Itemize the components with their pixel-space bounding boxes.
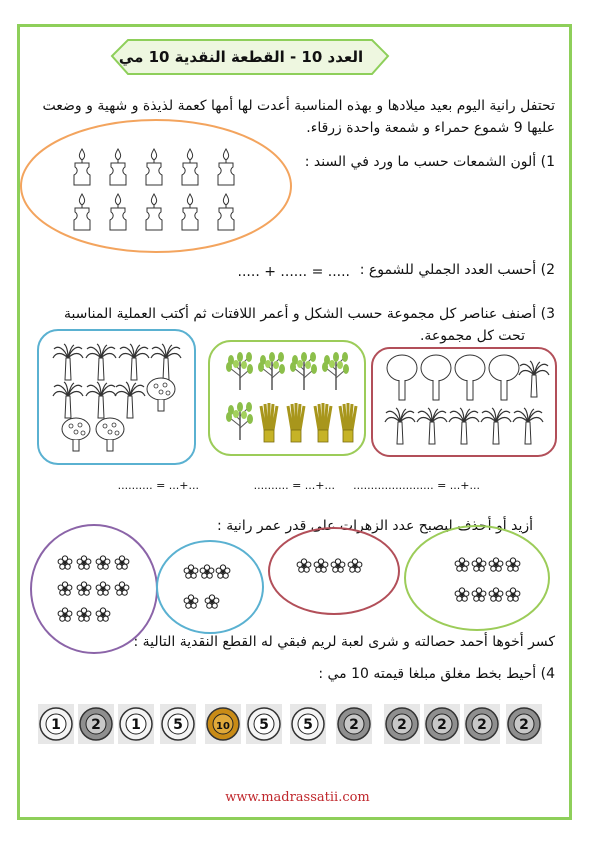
coin-2-millime[interactable] xyxy=(384,704,420,744)
question-flowers: أزيد أو أحذف ليصبح عدد الزهرات على قدر عمر رانية : xyxy=(217,518,533,534)
operation-blank-1[interactable]: ...+... = ....................... xyxy=(353,479,480,492)
flowers-group-6 xyxy=(184,565,230,608)
flowers-group-9 xyxy=(58,556,129,621)
coin-value-label: 5 xyxy=(173,717,183,733)
question-2-label: 2) أحسب العدد الجملي للشموع : xyxy=(359,262,555,278)
coin-1-millime[interactable] xyxy=(38,704,74,744)
operation-blank-3[interactable]: ...+... = .......... xyxy=(117,479,199,492)
coin-value-label: 1 xyxy=(51,717,61,733)
flowers-circle-blue xyxy=(157,541,263,633)
bigtrees-and-palms-group xyxy=(385,355,549,444)
coins-svg xyxy=(0,700,560,748)
palms-and-trees-group xyxy=(53,344,181,451)
coin-value-label: 2 xyxy=(437,717,447,733)
coin-value-label: 2 xyxy=(397,717,407,733)
coin-value-label: 5 xyxy=(303,717,313,733)
coin-value-label: 2 xyxy=(477,717,487,733)
flowers-group-5 xyxy=(297,559,362,572)
coin-2-millime[interactable] xyxy=(336,704,372,744)
coin-value-label: 1 xyxy=(131,717,141,733)
coin-value-label: 10 xyxy=(216,721,230,732)
intro-line-2: عليها 9 شموع حمراء و شمعة واحدة زرقاء. xyxy=(306,120,555,136)
coin-value-label: 2 xyxy=(349,717,359,733)
flowers-circle-green xyxy=(405,526,549,630)
coin-5-millime[interactable] xyxy=(246,704,282,744)
question-4: 4) أحيط بخط مغلق مبلغا قيمته 10 مي : xyxy=(318,666,555,682)
footer-url[interactable]: www.madrassatii.com xyxy=(225,790,370,805)
worksheet-title: العدد 10 - القطعة النقدية 10 مي xyxy=(118,48,364,66)
coin-value-label: 2 xyxy=(519,717,529,733)
trees-and-wheat-group xyxy=(226,352,356,442)
coin-2-millime[interactable] xyxy=(424,704,460,744)
operation-blank-2[interactable]: ...+... = .......... xyxy=(253,479,335,492)
coin-2-millime[interactable] xyxy=(506,704,542,744)
question-1: 1) ألون الشمعات حسب ما ورد في السند : xyxy=(304,154,555,170)
candles-group xyxy=(74,149,234,230)
question-2-blanks[interactable]: ..... = ...... + ..... xyxy=(237,264,350,280)
coin-value-label: 5 xyxy=(259,717,269,733)
coin-value-label: 2 xyxy=(91,717,101,733)
coin-1-millime[interactable] xyxy=(118,704,154,744)
question-3-line-1: 3) أصنف عناصر كل مجموعة حسب الشكل و أعمر اللافتات ثم أكتب العملية المناسبة xyxy=(63,306,555,322)
coin-10-millime[interactable] xyxy=(205,704,241,744)
flowers-group-8 xyxy=(455,558,520,601)
story-text: كسر أخوها أحمد حصالته و شرى لعبة لريم فبقي له القطع النقدية التالية : xyxy=(133,634,555,650)
intro-line-1: تحتفل رانية اليوم بعيد ميلادها و بهذه المناسبة أعدت لها أمها كعمة لذيذة و شهية و وضعت xyxy=(42,98,555,114)
flowers-circle-purple xyxy=(31,525,157,653)
candles-ellipse xyxy=(21,120,291,252)
coin-5-millime[interactable] xyxy=(290,704,326,744)
coin-2-millime[interactable] xyxy=(78,704,114,744)
coin-5-millime[interactable] xyxy=(160,704,196,744)
question-3-line-2: تحت كل مجموعة. xyxy=(419,328,525,344)
coin-2-millime[interactable] xyxy=(464,704,500,744)
